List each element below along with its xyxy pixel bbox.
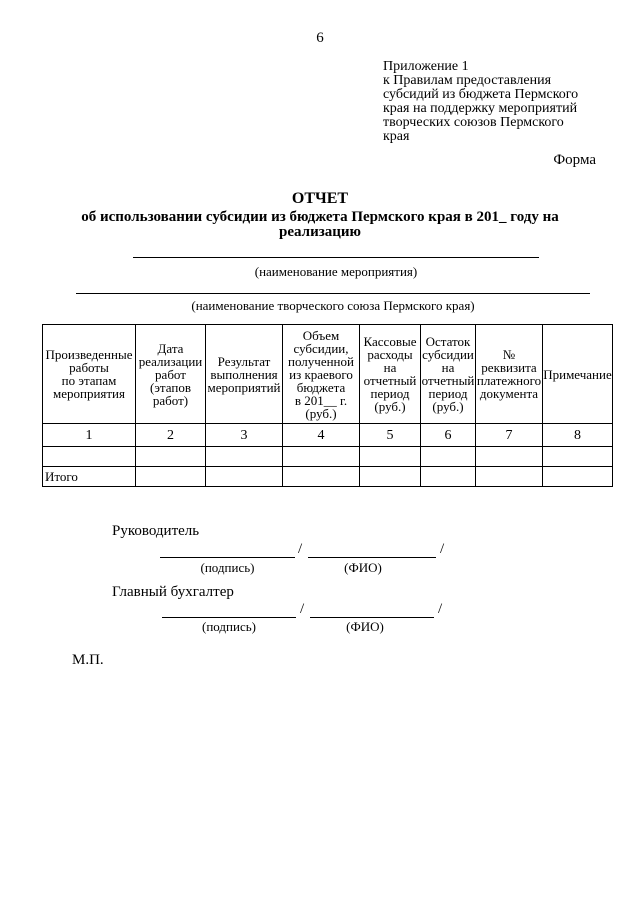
header-cell: Примечание [543,325,613,424]
union-name-caption: (наименование творческого союза Пермского края) [191,298,475,313]
table-cell [43,447,136,467]
column-number: 7 [476,424,543,447]
report-title: ОТЧЕТ [291,190,349,207]
header-cell: Объем субсидии, полученной из краевого бюджета в 201__ г. (руб.) [283,325,360,424]
table-cell [360,447,421,467]
accountant-sign-caption: (подпись) [202,619,256,634]
page-number: 6 [316,30,324,46]
table-cell [421,467,476,487]
appendix-line: к Правилам предоставления [383,73,552,88]
event-name-line [133,257,539,258]
header-cell: Результат выполнения мероприятий [206,325,283,424]
event-name-caption: (наименование мероприятия) [254,264,418,279]
table-cell [136,467,206,487]
column-number: 1 [43,424,136,447]
column-number: 8 [543,424,613,447]
stamp-label: М.П. [72,652,104,668]
column-number: 2 [136,424,206,447]
accountant-signature-line [162,617,296,618]
accountant-slash: / [438,601,443,617]
accountant-name-line [310,617,434,618]
appendix-note [383,60,623,144]
header-cell: Остаток субсидии на отчетный период (руб.) [421,325,476,424]
head-sign-caption: (подпись) [200,560,255,575]
table-cell [476,467,543,487]
table-cell [206,447,283,467]
appendix-line: творческих союзов Пермского [383,115,564,130]
table-cell [283,467,360,487]
accountant-slash: / [300,601,305,617]
head-slash: / [440,541,445,557]
appendix-line: края на поддержку мероприятий [383,101,578,116]
column-number: 6 [421,424,476,447]
header-cell: № реквизита платежного документа [476,325,543,424]
table-cell [543,447,613,467]
table-cell [206,467,283,487]
form-label: Форма [553,152,596,168]
accountant-name-caption: (ФИО) [346,619,384,634]
head-name-caption: (ФИО) [344,560,382,575]
report-subtitle: об использовании субсидии из бюджета Пермского края в 201_ году на реализацию [81,209,559,240]
table-cell [283,447,360,467]
appendix-line: края [383,129,410,144]
header-cell: Произведенные работы по этапам мероприятия [43,325,136,424]
report-table [42,324,613,487]
accountant-title: Главный бухгалтер [112,584,234,600]
table-cell [476,447,543,467]
column-number: 5 [360,424,421,447]
header-cell: Кассовые расходы на отчетный период (руб.) [360,325,421,424]
head-slash: / [298,541,303,557]
appendix-line: субсидий из бюджета Пермского [383,87,579,102]
table-cell [136,447,206,467]
table-header-row [43,325,613,424]
table-cell [543,467,613,487]
union-name-line [76,293,590,294]
total-row [43,467,613,487]
appendix-line: Приложение 1 [383,59,469,74]
column-number-row [43,424,613,447]
header-cell: Дата реализации работ (этапов работ) [136,325,206,424]
table-cell [360,467,421,487]
head-signature-line [160,557,295,558]
table-row [43,447,613,467]
column-number: 4 [283,424,360,447]
head-title: Руководитель [112,523,200,539]
head-name-line [308,557,436,558]
table-cell [421,447,476,467]
column-number: 3 [206,424,283,447]
total-label: Итого [43,467,136,487]
